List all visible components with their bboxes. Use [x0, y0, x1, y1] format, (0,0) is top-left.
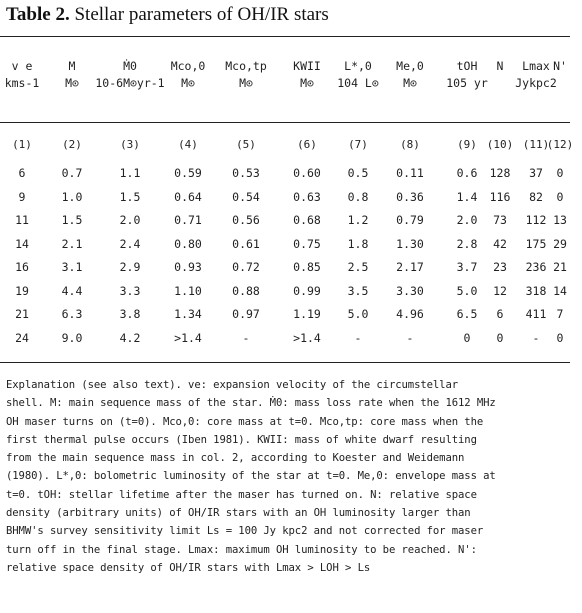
table-cell: 2.17 — [396, 260, 424, 274]
table-cell: 3.7 — [456, 260, 478, 274]
column-header-line: Me,0 — [396, 59, 424, 73]
table-cell: 0.80 — [174, 236, 202, 251]
column-number: (5) — [236, 138, 256, 151]
table-cell: 236 — [525, 260, 547, 274]
column-header-1 — [2, 58, 42, 92]
bottom-rule — [0, 362, 570, 363]
table-cell: 5.0 — [347, 307, 369, 321]
table-cell: 3.8 — [119, 307, 141, 321]
table-explanation — [6, 376, 564, 577]
column-number: (11) — [522, 138, 550, 151]
table-cell: 0.8 — [347, 189, 369, 204]
table-cell: 1.30 — [396, 236, 424, 251]
explanation-line: t=0. tOH: stellar lifetime after the maser has turned on. N: relative space — [6, 488, 477, 501]
column-header-line: Jykpc2 — [515, 76, 557, 90]
column-header-line — [546, 75, 574, 92]
table-cell: 6.5 — [456, 307, 478, 321]
column-header-line: 104 L⊙ — [337, 76, 379, 90]
table-cell: 0.72 — [232, 260, 260, 274]
column-number: (2) — [62, 138, 82, 151]
table-cell: 1.5 — [61, 213, 83, 227]
table-cell: 2.8 — [456, 236, 478, 251]
table-cell: 1.2 — [347, 213, 369, 227]
table-cell: 0.63 — [293, 189, 321, 204]
column-header-line: tOH — [456, 59, 478, 73]
column-header-line: v e — [11, 59, 33, 73]
table-cell: 0 — [556, 330, 564, 345]
table-cell: 16 — [15, 260, 29, 274]
column-number: (10) — [486, 138, 514, 151]
column-number: (7) — [348, 138, 368, 151]
table-cell: 13 — [553, 213, 567, 227]
table-cell: 411 — [525, 307, 547, 321]
explanation-line: OH maser turns on (t=0). Mco,0: core mass at t=0. Mco,tp: core mass when the — [6, 415, 484, 428]
table-cell: 0 — [556, 189, 564, 204]
table-cell: 0.88 — [232, 283, 260, 298]
table-cell: 0 — [496, 330, 504, 345]
table-cell: 29 — [553, 236, 567, 251]
column-number: (9) — [457, 138, 477, 151]
table-cell: 7 — [556, 307, 564, 321]
column-header-line: L*,0 — [344, 59, 372, 73]
table-cell: 3.30 — [396, 283, 424, 298]
table-cell: - — [406, 330, 414, 345]
table-cell: 0.54 — [232, 189, 260, 204]
table-cell: 318 — [525, 283, 547, 298]
table-cell: 2.0 — [456, 213, 478, 227]
table-cell: 175 — [525, 236, 547, 251]
column-header-line: Lmax — [522, 59, 550, 73]
explanation-line: from the main sequence mass in col. 2, according to Koester and Weidemann — [6, 452, 465, 465]
table-cell: 3.5 — [347, 283, 369, 298]
table-cell: 2.4 — [119, 236, 141, 251]
table-row — [0, 284, 570, 306]
column-header-line: kms-1 — [4, 76, 40, 90]
table-row — [0, 166, 570, 188]
table-row — [0, 237, 570, 259]
table-cell: 0.36 — [396, 189, 424, 204]
table-cell: 9.0 — [61, 330, 83, 345]
table-cell: 4.2 — [119, 330, 141, 345]
column-header-line: M⊙ — [181, 76, 195, 90]
column-number: (1) — [12, 138, 32, 151]
table-cell: 0.11 — [396, 166, 424, 180]
column-header-line: Ṁ0 — [123, 59, 137, 73]
table-cell: 14 — [553, 283, 567, 298]
table-cell: 128 — [489, 166, 511, 180]
table-cell: - — [242, 330, 250, 345]
column-header-6 — [282, 58, 332, 92]
table-cell: 1.34 — [174, 307, 202, 321]
table-cell: 0.60 — [293, 166, 321, 180]
table-cell: 42 — [493, 236, 507, 251]
table-cell: 0.75 — [293, 236, 321, 251]
table-cell: 4.96 — [396, 307, 424, 321]
table-cell: >1.4 — [174, 330, 202, 345]
column-header-line: KWII — [293, 59, 321, 73]
column-header-2 — [50, 58, 94, 92]
table-cell: 0 — [556, 166, 564, 180]
explanation-line: density (arbitrary units) of OH/IR stars with an OH luminosity larger than — [6, 507, 471, 520]
top-rule — [0, 36, 570, 37]
explanation-line: relative space density of OH/IR stars with Lmax > LOH > Ls — [6, 561, 371, 574]
table-cell: 2.1 — [61, 236, 83, 251]
table-cell: 1.10 — [174, 283, 202, 298]
table-cell: 9 — [18, 189, 26, 204]
table-cell: 73 — [493, 213, 507, 227]
column-number: (4) — [178, 138, 198, 151]
table-cell: 21 — [553, 260, 567, 274]
column-header-7 — [332, 58, 384, 92]
column-number: (3) — [120, 138, 140, 151]
table-cell: 5.0 — [456, 283, 478, 298]
table-cell: 1.0 — [61, 189, 83, 204]
table-cell: 0.71 — [174, 213, 202, 227]
table-cell: 82 — [529, 189, 543, 204]
table-cell: 1.19 — [293, 307, 321, 321]
table-cell: 116 — [489, 189, 511, 204]
column-header-line: Mco,0 — [170, 59, 206, 73]
table-cell: 2.5 — [347, 260, 369, 274]
column-header-line: 10-6M⊙yr-1 — [95, 76, 165, 90]
explanation-line: shell. M: main sequence mass of the star. Ṁ0: mass loss rate when the 1612 MHz — [6, 397, 496, 410]
explanation-line: BHMW's survey sensitivity limit Ls = 100 Jy kpc2 and not corrected for maser — [6, 525, 484, 538]
column-number: (8) — [400, 138, 420, 151]
column-header-line: M⊙ — [403, 76, 417, 90]
column-number: (6) — [297, 138, 317, 151]
table-cell: 37 — [529, 166, 543, 180]
table-row — [0, 213, 570, 235]
column-header-8 — [386, 58, 434, 92]
explanation-line: turn off in the final stage. Lmax: maximum OH luminosity to be reached. N': — [6, 543, 477, 556]
column-header-line: N' — [553, 59, 567, 73]
explanation-line: (1980). L*,0: bolometric luminosity of the star at t=0. Me,0: envelope mass at — [6, 470, 496, 483]
column-header-3 — [93, 58, 167, 92]
table-cell: - — [354, 330, 362, 345]
table-cell: 2.0 — [119, 213, 141, 227]
table-cell: 6 — [496, 307, 504, 321]
table-cell: 3.1 — [61, 260, 83, 274]
table-cell: 0.85 — [293, 260, 321, 274]
table-row — [0, 307, 570, 329]
table-row — [0, 331, 570, 353]
header-rule — [0, 122, 570, 123]
table-cell: 0.53 — [232, 166, 260, 180]
table-cell: 19 — [15, 283, 29, 298]
column-header-line: M⊙ — [239, 76, 253, 90]
column-header-5 — [216, 58, 276, 92]
table-cell: 4.4 — [61, 283, 83, 298]
table-cell: 1.4 — [456, 189, 478, 204]
column-header-12 — [546, 58, 574, 92]
column-header-line: N — [496, 59, 504, 73]
table-cell: 0.6 — [456, 166, 478, 180]
table-cell: 0.97 — [232, 307, 260, 321]
table-cell: 1.5 — [119, 189, 141, 204]
table-cell: 1.8 — [347, 236, 369, 251]
table-cell: 11 — [15, 213, 29, 227]
table-cell: 3.3 — [119, 283, 141, 298]
table-cell: 0.7 — [61, 166, 83, 180]
table-row — [0, 260, 570, 282]
column-header-line: Mco,tp — [225, 59, 267, 73]
table-cell: 14 — [15, 236, 29, 251]
table-cell: 0.99 — [293, 283, 321, 298]
table-cell: 12 — [493, 283, 507, 298]
table-title — [6, 4, 329, 26]
table-caption: Stellar parameters of OH/IR stars — [74, 4, 329, 25]
table-cell: 1.1 — [119, 166, 141, 180]
table-cell: 6.3 — [61, 307, 83, 321]
column-header-4 — [160, 58, 216, 92]
table-cell: 6 — [18, 166, 26, 180]
table-cell: - — [532, 330, 540, 345]
table-cell: 2.9 — [119, 260, 141, 274]
table-cell: 0.56 — [232, 213, 260, 227]
table-label: Table 2. — [6, 4, 70, 25]
column-header-line: 105 yr — [446, 76, 488, 90]
explanation-line: Explanation (see also text). ve: expansion velocity of the circumstellar — [6, 379, 459, 391]
table-cell: 0.5 — [347, 166, 369, 180]
table-cell: 0.93 — [174, 260, 202, 274]
table-cell: 0 — [463, 330, 471, 345]
table-cell: 24 — [15, 330, 29, 345]
column-number: (12) — [546, 138, 574, 151]
table-cell: 23 — [493, 260, 507, 274]
table-cell: 0.79 — [396, 213, 424, 227]
table-cell: 0.68 — [293, 213, 321, 227]
column-header-line: M⊙ — [300, 76, 314, 90]
table-header — [0, 50, 570, 118]
explanation-line: first thermal pulse occurs (Iben 1981). KWII: mass of white dwarf resulting — [6, 433, 477, 446]
table-cell: 0.61 — [232, 236, 260, 251]
table-cell: 21 — [15, 307, 29, 321]
table-cell: 112 — [525, 213, 547, 227]
table-cell: >1.4 — [293, 330, 321, 345]
table-row — [0, 190, 570, 212]
table-cell: 0.64 — [174, 189, 202, 204]
table-cell: 0.59 — [174, 166, 202, 180]
column-header-line: M — [68, 59, 76, 73]
column-header-line: M⊙ — [65, 76, 79, 90]
